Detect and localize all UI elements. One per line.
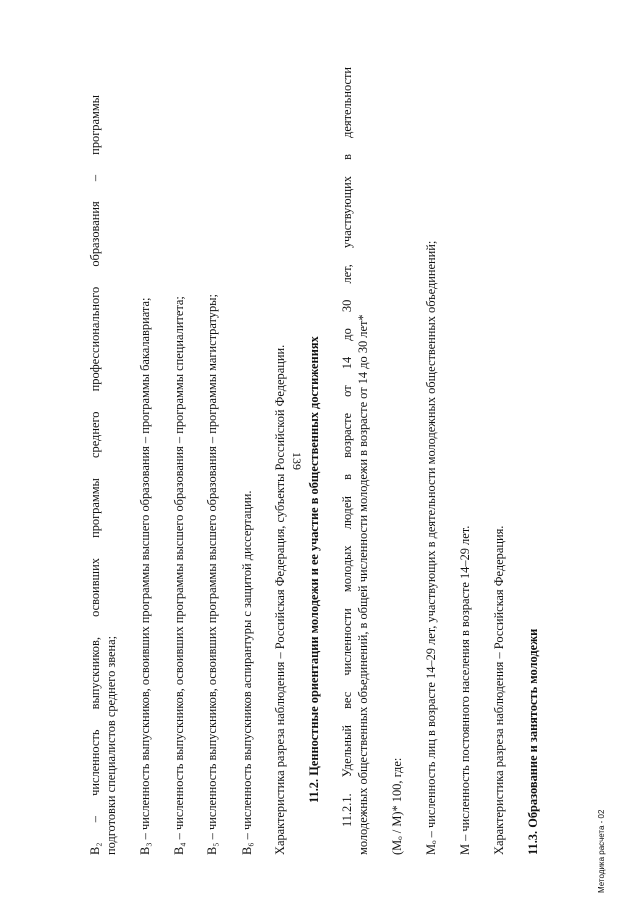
b4-definition: В₄ – численность выпускников, освоивших программы высшего образования – программы специалитета; (172, 296, 186, 855)
b2-definition-line2: подготовки специалистов среднего звена; (104, 635, 118, 855)
footer-label: Методика расчета - 02 (597, 809, 606, 893)
b5-definition: В₅ – численность выпускников, освоивших программы высшего образования – программы магистратуры; (205, 294, 219, 855)
formula: (Мₒ / М)* 100, где: (390, 757, 404, 855)
b3-definition: В₃ – численность выпускников, освоивших программы высшего образования – программы бакалавриата; (138, 297, 152, 855)
breakdown-characteristic-2: Характеристика разреза наблюдения – Российская Федерация. (492, 525, 506, 855)
m-definition: М – численность постоянного населения в возрасте 14–29 лет. (458, 525, 472, 855)
b6-definition: В₆ – численность выпускников аспирантуры с защитой диссертации. (240, 490, 254, 855)
indicator-11-2-1-line2: молодежных общественных объединений, в общей численности молодежи в возрасте от 14 до 30 лет* (356, 314, 370, 855)
section-heading-11-2: 11.2. Ценностные ориентации молодежи и ее участие в общественных достижениях (307, 336, 321, 803)
m0-definition: Мₒ – численность лиц в возрасте 14–29 лет, участвующих в деятельности молодежных общественных объединений; (424, 240, 438, 855)
indicator-11-2-1-line1: 11.2.1. Удельный вес численности молодых людей в возрасте от 14 до 30 лет, участвующих в деятельности (340, 67, 354, 827)
section-heading-11-3: 11.3. Образование и занятость молодежи (526, 628, 540, 855)
breakdown-characteristic: Характеристика разреза наблюдения – Российская Федерация, субъекты Российской Федерации. (273, 344, 287, 855)
page-number: 139 (290, 452, 304, 470)
b2-definition-line1: В₂ – численность выпускников, освоивших программы среднего профессионального образования – программы (88, 95, 102, 855)
